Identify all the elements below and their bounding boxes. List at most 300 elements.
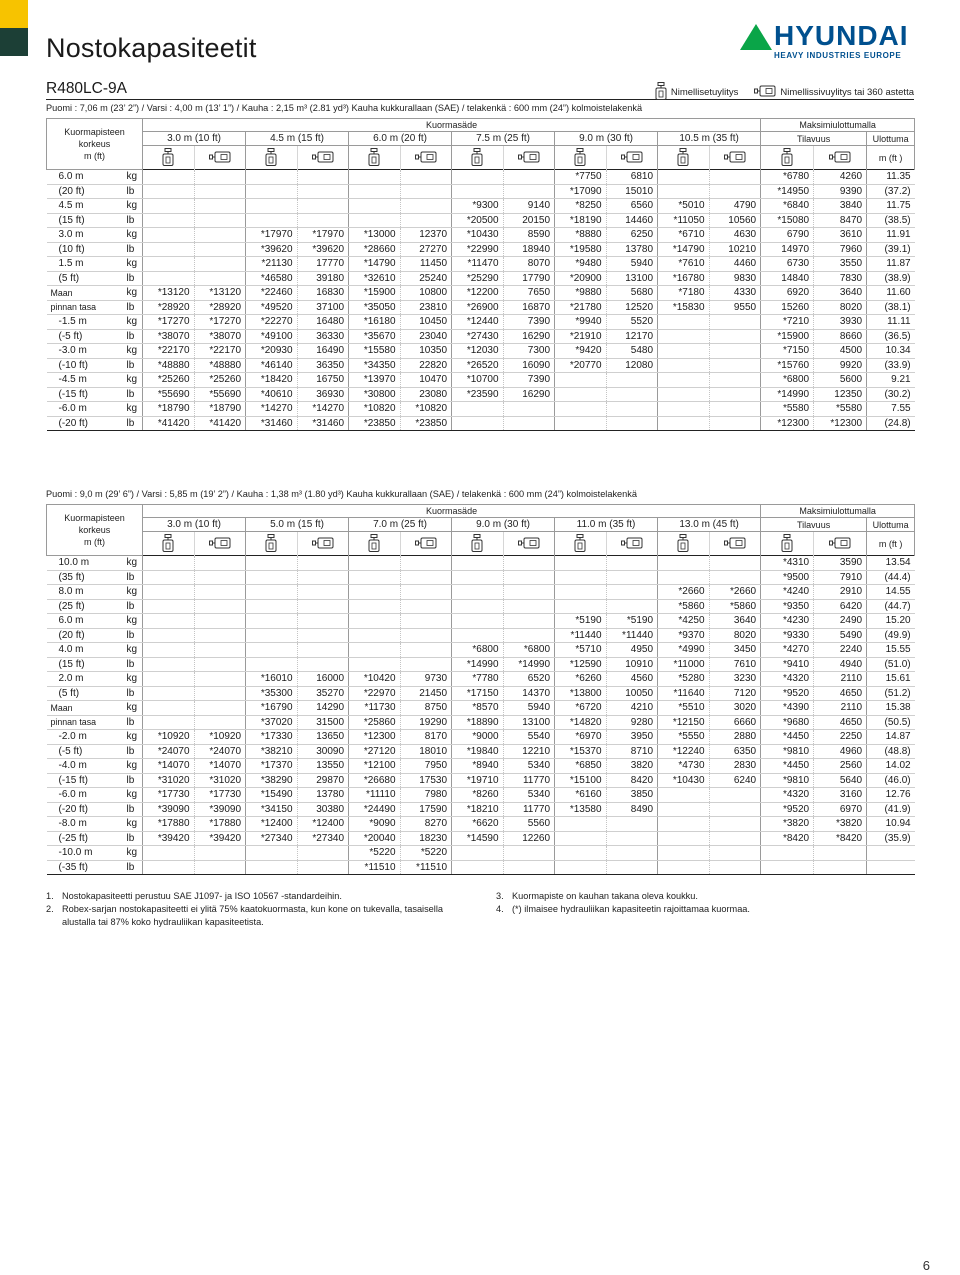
value-cell (143, 271, 195, 286)
value-cell (606, 570, 658, 585)
value-cell: 17770 (297, 257, 349, 272)
value-cell: *2660 (709, 585, 761, 600)
value-cell: 19290 (400, 715, 452, 730)
value-cell (606, 831, 658, 846)
side-load-icon (503, 532, 555, 556)
value-cell: (30.2) (867, 387, 915, 402)
value-cell: *23850 (349, 416, 401, 431)
value-cell (452, 599, 504, 614)
value-cell: 8020 (814, 300, 867, 315)
value-cell: *13000 (349, 228, 401, 243)
value-cell: *46140 (246, 358, 298, 373)
value-cell: *17370 (246, 759, 298, 774)
value-cell: 7960 (814, 242, 867, 257)
value-cell: *11510 (400, 860, 452, 875)
value-cell (709, 416, 761, 431)
value-cell (452, 184, 504, 199)
height-cell: (-35 ft) (47, 860, 105, 875)
unit-cell: lb (105, 599, 143, 614)
value-cell (194, 271, 246, 286)
value-cell: *10820 (349, 402, 401, 417)
value-cell: *5860 (658, 599, 710, 614)
value-cell (658, 344, 710, 359)
value-cell (143, 657, 195, 672)
value-cell (503, 614, 555, 629)
height-cell: (-15 ft) (47, 773, 105, 788)
side-load-icon (194, 146, 246, 170)
unit-cell: kg (105, 759, 143, 774)
value-cell (297, 846, 349, 861)
corner-label-line: korkeus (78, 139, 111, 149)
value-cell: *14270 (246, 402, 298, 417)
value-cell (246, 199, 298, 214)
value-cell (709, 860, 761, 875)
value-cell: *15100 (555, 773, 607, 788)
value-cell: 13780 (297, 788, 349, 803)
value-cell: *27120 (349, 744, 401, 759)
value-cell: *22270 (246, 315, 298, 330)
value-cell (606, 556, 658, 571)
value-cell: 9280 (606, 715, 658, 730)
value-cell: 4790 (709, 199, 761, 214)
radius-group-header: Kuormasäde (143, 505, 761, 518)
value-cell: *19710 (452, 773, 504, 788)
value-cell (143, 860, 195, 875)
table-row (47, 387, 915, 402)
value-cell: *31020 (143, 773, 195, 788)
value-cell: 29870 (297, 773, 349, 788)
unit-cell: kg (105, 228, 143, 243)
value-cell: 4960 (814, 744, 867, 759)
value-cell (709, 570, 761, 585)
height-cell: -1.5 m (47, 315, 105, 330)
height-cell: -4.0 m (47, 759, 105, 774)
radius-header: 4.5 m (15 ft) (246, 132, 349, 146)
value-cell: *2660 (658, 585, 710, 600)
value-cell: 36350 (297, 358, 349, 373)
value-cell: *39090 (194, 802, 246, 817)
value-cell: *18790 (194, 402, 246, 417)
value-cell (658, 184, 710, 199)
spec-line-1: Puomi : 7,06 m (23’ 2”) / Varsi : 4,00 m (13’ 1”) / Kauha : 2,15 m³ (2.81 yd³) Kauha kukkurallaan (SAE) / telakenkä : 600 mm (24”) kolmoistelakenkä (46, 103, 643, 113)
unit-cell: lb (105, 570, 143, 585)
value-cell: *11050 (658, 213, 710, 228)
value-cell: *14820 (555, 715, 607, 730)
value-cell: 15260 (761, 300, 814, 315)
value-cell (143, 585, 195, 600)
table-row (47, 199, 915, 214)
value-cell: *55690 (143, 387, 195, 402)
value-cell: 5490 (814, 628, 867, 643)
value-cell: 15010 (606, 184, 658, 199)
value-cell: *22990 (452, 242, 504, 257)
table-row (47, 744, 915, 759)
capacity-table-1 (46, 118, 915, 431)
value-cell (246, 860, 298, 875)
table-row (47, 686, 915, 701)
value-cell: 12350 (814, 387, 867, 402)
max-reach-header: Maksimiulottumalla (761, 119, 915, 132)
value-cell: 4940 (814, 657, 867, 672)
unit-cell: kg (105, 730, 143, 745)
value-cell: *38070 (194, 329, 246, 344)
value-cell: 5560 (503, 817, 555, 832)
value-cell: *22170 (194, 344, 246, 359)
value-cell: 14970 (761, 242, 814, 257)
unit-cell: kg (105, 585, 143, 600)
value-cell: 22820 (400, 358, 452, 373)
value-cell: 6970 (814, 802, 867, 817)
value-cell: 4950 (606, 643, 658, 658)
value-cell: *31020 (194, 773, 246, 788)
value-cell (143, 672, 195, 687)
value-cell: 8070 (503, 257, 555, 272)
value-cell (349, 614, 401, 629)
value-cell: *6800 (503, 643, 555, 658)
value-cell: *10920 (143, 730, 195, 745)
value-cell: 3840 (814, 199, 867, 214)
value-cell: *17880 (194, 817, 246, 832)
side-load-icon (606, 532, 658, 556)
value-cell: *15080 (761, 213, 814, 228)
value-cell (246, 184, 298, 199)
value-cell: (38.9) (867, 271, 915, 286)
value-cell (658, 315, 710, 330)
value-cell: 10.34 (867, 344, 915, 359)
value-cell: *4240 (761, 585, 814, 600)
side-load-icon (709, 146, 761, 170)
unit-cell: kg (105, 643, 143, 658)
side-load-icon (503, 146, 555, 170)
value-cell: *48880 (194, 358, 246, 373)
unit-cell: lb (105, 773, 143, 788)
value-cell (246, 213, 298, 228)
value-cell (503, 184, 555, 199)
corner-accent-green (0, 28, 28, 56)
value-cell: 14370 (503, 686, 555, 701)
table-row (47, 599, 915, 614)
value-cell (246, 614, 298, 629)
value-cell: (46.0) (867, 773, 915, 788)
table-row (47, 628, 915, 643)
value-cell (452, 585, 504, 600)
value-cell: 4650 (814, 715, 867, 730)
value-cell: 5940 (606, 257, 658, 272)
value-cell: *5220 (349, 846, 401, 861)
radius-group-header: Kuormasäde (143, 119, 761, 132)
value-cell: 7610 (709, 657, 761, 672)
value-cell: *11440 (606, 628, 658, 643)
value-cell: 17790 (503, 271, 555, 286)
value-cell (246, 846, 298, 861)
value-cell: *14790 (349, 257, 401, 272)
value-cell: 7390 (503, 315, 555, 330)
value-cell: 23080 (400, 387, 452, 402)
front-load-icon (658, 532, 710, 556)
corner-label-line: Kuormapisteen (64, 513, 125, 523)
value-cell: 10560 (709, 213, 761, 228)
hyundai-logo (740, 20, 916, 62)
value-cell: *9880 (555, 286, 607, 301)
value-cell (194, 170, 246, 185)
table-row (47, 773, 915, 788)
value-cell (658, 788, 710, 803)
value-cell: 16290 (503, 329, 555, 344)
value-cell: 3610 (814, 228, 867, 243)
value-cell: 4500 (814, 344, 867, 359)
value-cell (814, 860, 867, 875)
value-cell: 16090 (503, 358, 555, 373)
value-cell: *5580 (761, 402, 814, 417)
value-cell: *18190 (555, 213, 607, 228)
height-cell: -3.0 m (47, 344, 105, 359)
value-cell: *13970 (349, 373, 401, 388)
corner-label-line: Kuormapisteen (64, 127, 125, 137)
page-number: 6 (922, 1258, 930, 1273)
value-cell: *17150 (452, 686, 504, 701)
value-cell (246, 585, 298, 600)
value-cell (658, 556, 710, 571)
value-cell (400, 585, 452, 600)
value-cell (606, 817, 658, 832)
value-cell: *12240 (658, 744, 710, 759)
table-row (47, 242, 915, 257)
value-cell (452, 170, 504, 185)
value-cell: *22970 (349, 686, 401, 701)
height-cell: (20 ft) (47, 184, 105, 199)
value-cell (297, 657, 349, 672)
value-cell: *39620 (297, 242, 349, 257)
value-cell (709, 817, 761, 832)
unit-cell: lb (105, 802, 143, 817)
value-cell: *8420 (814, 831, 867, 846)
front-load-icon (246, 532, 298, 556)
value-cell (349, 213, 401, 228)
value-cell: *20500 (452, 213, 504, 228)
value-cell: (44.4) (867, 570, 915, 585)
table-row (47, 329, 915, 344)
value-cell: *26680 (349, 773, 401, 788)
value-cell (709, 329, 761, 344)
legend (655, 82, 914, 103)
value-cell (867, 860, 915, 875)
value-cell: *38210 (246, 744, 298, 759)
value-cell: (38.5) (867, 213, 915, 228)
front-load-icon (349, 532, 401, 556)
value-cell: *17970 (297, 228, 349, 243)
value-cell (297, 643, 349, 658)
value-cell: 14290 (297, 701, 349, 716)
value-cell: *7610 (658, 257, 710, 272)
value-cell (452, 628, 504, 643)
value-cell: 16870 (503, 300, 555, 315)
value-cell: *25860 (349, 715, 401, 730)
value-cell: *5710 (555, 643, 607, 658)
footnote: 3. Kuormapiste on kauhan takana oleva koukku. (496, 891, 698, 901)
value-cell: 18940 (503, 242, 555, 257)
value-cell: 12520 (606, 300, 658, 315)
value-cell: 7910 (814, 570, 867, 585)
value-cell: 5480 (606, 344, 658, 359)
value-cell: 9.21 (867, 373, 915, 388)
value-cell: *6160 (555, 788, 607, 803)
value-cell: 2880 (709, 730, 761, 745)
value-cell: 13.54 (867, 556, 915, 571)
table-row (47, 831, 915, 846)
value-cell (349, 643, 401, 658)
value-cell: (50.5) (867, 715, 915, 730)
table-row (47, 344, 915, 359)
table-row (47, 556, 915, 571)
height-cell: (5 ft) (47, 271, 105, 286)
value-cell: 11.75 (867, 199, 915, 214)
value-cell (709, 802, 761, 817)
value-cell (246, 643, 298, 658)
value-cell: 6790 (761, 228, 814, 243)
value-cell: *9500 (761, 570, 814, 585)
value-cell (658, 802, 710, 817)
value-cell (194, 556, 246, 571)
side-load-icon (297, 146, 349, 170)
legend-front-label: Nimellisetuylitys (670, 87, 739, 98)
value-cell: 15.38 (867, 701, 915, 716)
value-cell: *16790 (246, 701, 298, 716)
value-cell: *5010 (658, 199, 710, 214)
value-cell (194, 715, 246, 730)
value-cell: *11470 (452, 257, 504, 272)
height-cell: 6.0 m (47, 170, 105, 185)
value-cell: *5580 (814, 402, 867, 417)
value-cell: 12080 (606, 358, 658, 373)
value-cell (709, 402, 761, 417)
side-load-icon (814, 146, 867, 170)
height-cell: (15 ft) (47, 213, 105, 228)
unit-cell: kg (105, 199, 143, 214)
value-cell: *38290 (246, 773, 298, 788)
value-cell: *13800 (555, 686, 607, 701)
value-cell: 8170 (400, 730, 452, 745)
value-cell (503, 599, 555, 614)
value-cell: *9810 (761, 773, 814, 788)
value-cell (246, 599, 298, 614)
value-cell: *9810 (761, 744, 814, 759)
value-cell (709, 846, 761, 861)
value-cell: *22170 (143, 344, 195, 359)
value-cell (194, 846, 246, 861)
unit-cell: kg (105, 402, 143, 417)
unit-cell: lb (105, 657, 143, 672)
value-cell: *46580 (246, 271, 298, 286)
value-cell: 21450 (400, 686, 452, 701)
value-cell: 8710 (606, 744, 658, 759)
side-load-icon (814, 532, 867, 556)
value-cell: (38.1) (867, 300, 915, 315)
value-cell: *24490 (349, 802, 401, 817)
value-cell: 2910 (814, 585, 867, 600)
value-cell (709, 170, 761, 185)
value-cell: *12150 (658, 715, 710, 730)
corner-label-line: m (ft) (84, 537, 105, 547)
value-cell (400, 643, 452, 658)
value-cell: 4630 (709, 228, 761, 243)
value-cell (709, 184, 761, 199)
value-cell: 3850 (606, 788, 658, 803)
value-cell: *25260 (194, 373, 246, 388)
value-cell (503, 170, 555, 185)
value-cell: 13100 (503, 715, 555, 730)
unit-cell: lb (105, 387, 143, 402)
value-cell: 3950 (606, 730, 658, 745)
value-cell: *31460 (297, 416, 349, 431)
table-row (47, 657, 915, 672)
unit-cell: lb (105, 213, 143, 228)
unit-cell: kg (105, 556, 143, 571)
unit-cell: kg (105, 315, 143, 330)
radius-header: 9.0 m (30 ft) (452, 518, 555, 532)
value-cell: 12260 (503, 831, 555, 846)
radius-header: 3.0 m (10 ft) (143, 518, 246, 532)
table-row (47, 257, 915, 272)
value-cell (400, 570, 452, 585)
table-row (47, 184, 915, 199)
value-cell: *5220 (400, 846, 452, 861)
value-cell: *16180 (349, 315, 401, 330)
value-cell: *4250 (658, 614, 710, 629)
value-cell (867, 846, 915, 861)
unit-cell: kg (105, 788, 143, 803)
height-cell: -4.5 m (47, 373, 105, 388)
value-cell (349, 657, 401, 672)
value-cell: (24.8) (867, 416, 915, 431)
front-load-icon (761, 532, 814, 556)
side-load-icon (297, 532, 349, 556)
value-cell: *9480 (555, 257, 607, 272)
value-cell: 10050 (606, 686, 658, 701)
legend-side-label: Nimellissivuylitys tai 360 astetta (780, 87, 914, 98)
value-cell: (51.0) (867, 657, 915, 672)
value-cell: 8490 (606, 802, 658, 817)
value-cell: 11450 (400, 257, 452, 272)
value-cell: 2830 (709, 759, 761, 774)
height-cell: (-5 ft) (47, 329, 105, 344)
value-cell: *21130 (246, 257, 298, 272)
table-row (47, 846, 915, 861)
value-cell: *12300 (761, 416, 814, 431)
value-cell: *7150 (761, 344, 814, 359)
value-cell (297, 614, 349, 629)
value-cell: 15.61 (867, 672, 915, 687)
value-cell: 3450 (709, 643, 761, 658)
value-cell (143, 643, 195, 658)
height-cell: (-20 ft) (47, 416, 105, 431)
value-cell: *6850 (555, 759, 607, 774)
value-cell: 5600 (814, 373, 867, 388)
value-cell (194, 570, 246, 585)
value-cell (658, 373, 710, 388)
height-cell: 8.0 m (47, 585, 105, 600)
value-cell: 15.20 (867, 614, 915, 629)
value-cell: *25260 (143, 373, 195, 388)
value-cell: 20150 (503, 213, 555, 228)
value-cell: *5190 (606, 614, 658, 629)
value-cell: *24070 (194, 744, 246, 759)
value-cell: *12400 (246, 817, 298, 832)
unit-cell: kg (105, 344, 143, 359)
value-cell: 7.55 (867, 402, 915, 417)
page-title: Nostokapasiteetit (46, 33, 257, 63)
value-cell: 18010 (400, 744, 452, 759)
value-cell: 6660 (709, 715, 761, 730)
